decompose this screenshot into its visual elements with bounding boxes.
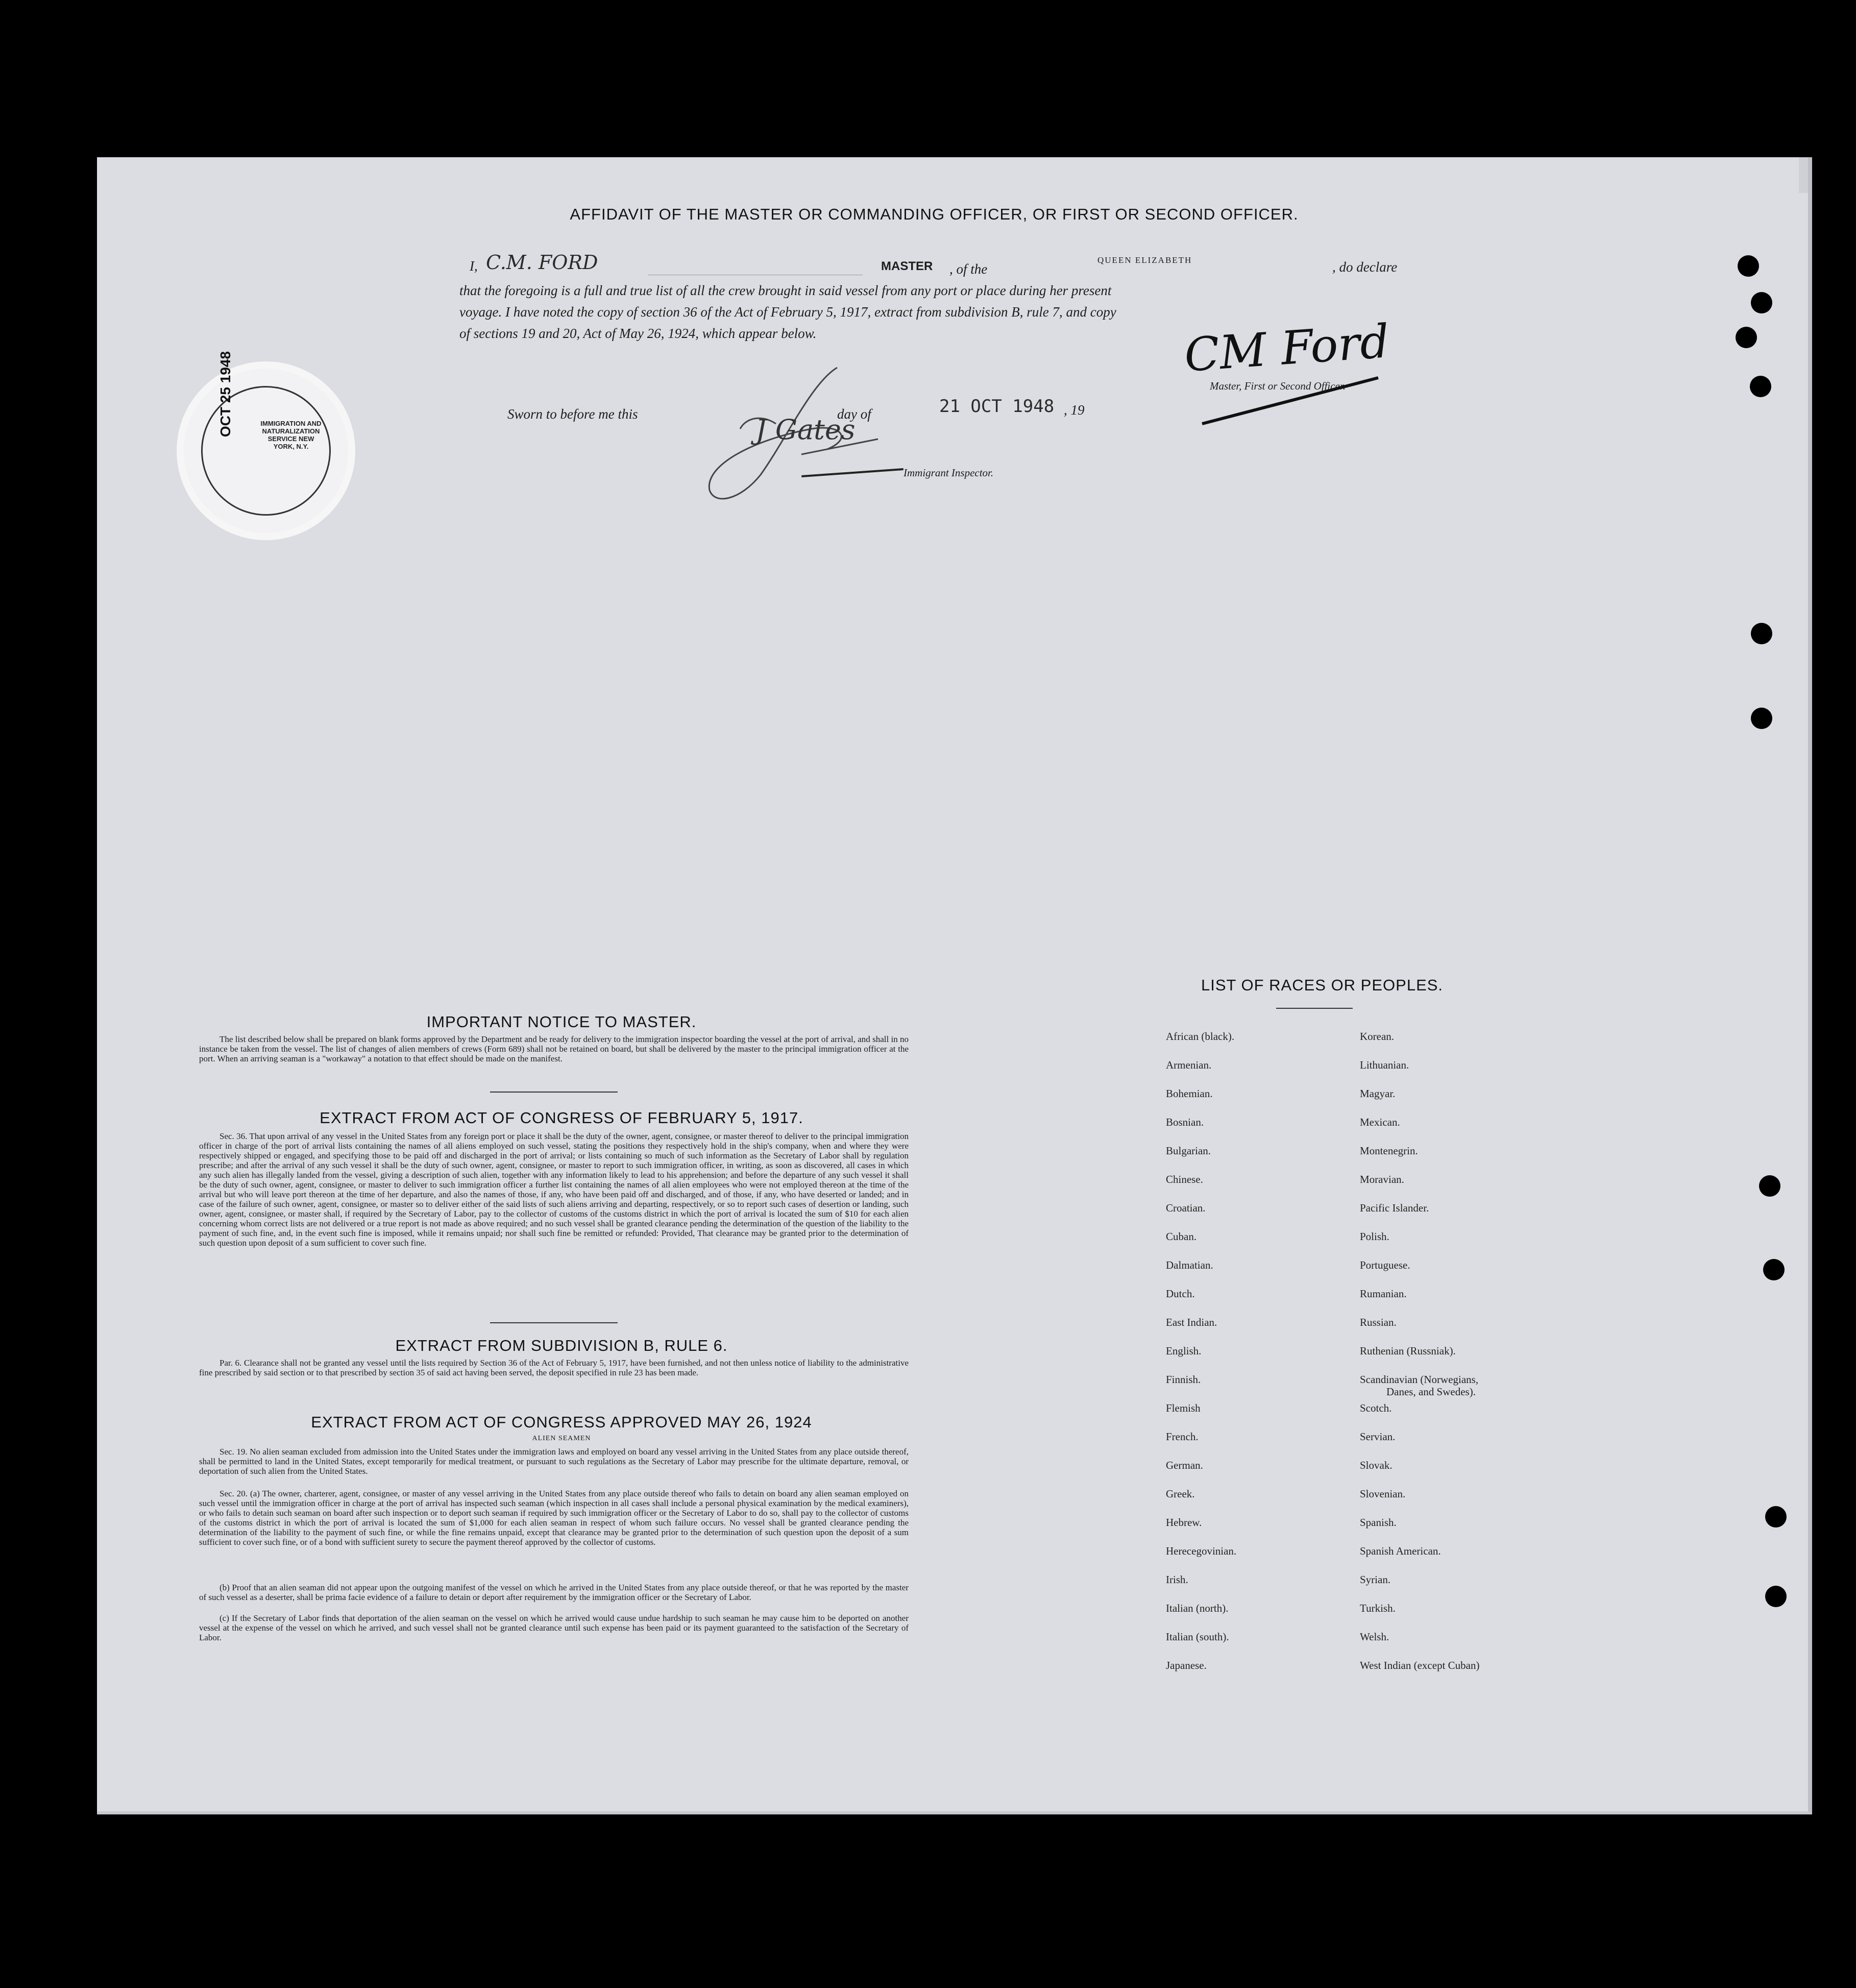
race-item: Dutch. — [1166, 1288, 1195, 1300]
race-item: Servian. — [1360, 1431, 1396, 1443]
extract-1917-title: EXTRACT FROM ACT OF CONGRESS OF FEBRUARY 5, 1917. — [320, 1109, 803, 1127]
punch-hole — [1751, 708, 1772, 729]
race-item: Herecegovinian. — [1166, 1545, 1237, 1557]
master-name: C.M. FORD — [486, 251, 598, 274]
divider — [490, 1322, 618, 1323]
race-item: Croatian. — [1166, 1202, 1206, 1214]
race-item: Chinese. — [1166, 1173, 1203, 1185]
notice-title: IMPORTANT NOTICE TO MASTER. — [426, 1013, 697, 1031]
race-item: East Indian. — [1166, 1316, 1217, 1328]
race-item: English. — [1166, 1345, 1202, 1357]
race-item: Armenian. — [1166, 1059, 1212, 1071]
section-20b-text: (b) Proof that an alien seaman did not appear upon the outgoing manifest of the vessel on which he arrived in the United States from any place outside thereof, or that he was reported by the master of such vessel as a deserter, shall be prima facie evidence of a failure to detain or deport after requirement by the immigration officer or the Secretary of Labor. — [199, 1583, 909, 1602]
stamp-text: IMMIGRATION AND NATURALIZATION SERVICE NEW YORK, N.Y. — [260, 420, 322, 450]
race-item: Polish. — [1360, 1230, 1389, 1243]
punch-hole — [1736, 327, 1757, 348]
affidavit-title: AFFIDAVIT OF THE MASTER OR COMMANDING OFFICER, OR FIRST OR SECOND OFFICER. — [570, 205, 1299, 223]
affidavit-line-4: of sections 19 and 20, Act of May 26, 1924, which appear below. — [459, 326, 817, 341]
race-item: African (black). — [1166, 1030, 1235, 1043]
race-item: Korean. — [1360, 1030, 1395, 1043]
race-item: Magyar. — [1360, 1087, 1396, 1100]
race-item: Scandinavian (Norwegians, — [1360, 1373, 1479, 1386]
race-item: Bohemian. — [1166, 1087, 1213, 1100]
races-title: LIST OF RACES OR PEOPLES. — [1201, 976, 1444, 994]
race-item: Italian (north). — [1166, 1602, 1229, 1614]
race-item: Bulgarian. — [1166, 1145, 1211, 1157]
race-item: Turkish. — [1360, 1602, 1396, 1614]
section-20c-text: (c) If the Secretary of Labor finds that deportation of the alien seaman on the vessel on which he arrived would cause undue hardship to such seaman he may cause him to be deported on another vessel at the expense of the vessel on which he arrived, and such vessel shall not be granted clearance until such expense has been paid or its payment guaranteed to the satisfaction of the Secretary of Labor. — [199, 1613, 909, 1642]
race-item: Montenegrin. — [1360, 1145, 1418, 1157]
punch-hole — [1759, 1175, 1780, 1197]
race-item: Slovenian. — [1360, 1488, 1406, 1500]
race-item: Welsh. — [1360, 1631, 1389, 1643]
race-item: French. — [1166, 1431, 1199, 1443]
day-of-text: day of — [837, 406, 871, 422]
race-item: Pacific Islander. — [1360, 1202, 1429, 1214]
race-item: Irish. — [1166, 1573, 1188, 1586]
notice-body: The list described below shall be prepared on blank forms approved by the Department and be ready for delivery to the immigration inspector boarding the vessel at the port of arrival, and shall in no instance be taken from the vessel. The list of changes of alien members of crews (Form 689) shall not be retained on board, but shall be delivered by the master to the principal immigration officer at the port. When an arriving seaman is a "workaway" a notation to that effect should be made on the manifest. — [199, 1034, 909, 1063]
punch-hole — [1763, 1259, 1785, 1280]
race-item: Moravian. — [1360, 1173, 1404, 1185]
race-item: Rumanian. — [1360, 1288, 1407, 1300]
divider — [1276, 1008, 1353, 1009]
race-item: Spanish. — [1360, 1516, 1397, 1529]
race-item: Bosnian. — [1166, 1116, 1204, 1128]
punch-hole — [1765, 1586, 1787, 1607]
race-item: Mexican. — [1360, 1116, 1400, 1128]
punch-hole — [1765, 1506, 1787, 1528]
race-item-continuation: Danes, and Swedes). — [1386, 1386, 1476, 1398]
race-item: Japanese. — [1166, 1659, 1207, 1671]
race-item: Finnish. — [1166, 1373, 1201, 1386]
race-item: Spanish American. — [1360, 1545, 1441, 1557]
inspector-caption: Immigrant Inspector. — [903, 467, 994, 479]
punch-hole — [1751, 292, 1772, 313]
of-the-text: , of the — [949, 261, 988, 277]
race-item: Lithuanian. — [1360, 1059, 1409, 1071]
punch-hole — [1738, 255, 1759, 277]
race-item: German. — [1166, 1459, 1203, 1471]
affidavit-line-2: that the foregoing is a full and true list of all the crew brought in said vessel from any port or place during her present — [459, 283, 1112, 298]
sworn-date-stamp: 21 OCT 1948 — [939, 396, 1055, 417]
extract-1924-subtitle: ALIEN SEAMEN — [532, 1435, 591, 1442]
master-label: MASTER — [881, 259, 933, 273]
vessel-name: QUEEN ELIZABETH — [1097, 255, 1192, 265]
inspector-signature: J Gates — [755, 414, 856, 446]
officer-signature: CM Ford — [1182, 314, 1391, 382]
extract-rule6-body: Par. 6. Clearance shall not be granted any vessel until the lists required by Section 36 of the Act of February 5, 1917, have been furnished, and not then unless notice of liability to the administrative fine prescribed by said section or to that prescribed by section 35 of said act having been served, the deposit specified in rule 23 has been made. — [199, 1358, 909, 1377]
immigration-stamp — [177, 351, 355, 540]
race-item: Portuguese. — [1360, 1259, 1410, 1271]
race-item: Syrian. — [1360, 1573, 1391, 1586]
race-item: Ruthenian (Russniak). — [1360, 1345, 1456, 1357]
race-item: Flemish — [1166, 1402, 1201, 1414]
extract-1917-body: Sec. 36. That upon arrival of any vessel in the United States from any foreign port or place it shall be the duty of the owner, agent, consignee, or master thereof to deliver to the principal immigration officer in charge of the port of arrival lists containing the names of all aliens employed on such vessel, stating the positions they respectively hold in the ship's company, when and where they were respectively shipped or engaged, and specifying those to be paid off and discharged in the port of arrival; or lists containing so much of such information as the Secretary of Labor shall by regulation prescribe; and after the arrival of any such vessel it shall be the duty of such owner, agent, consignee, or master to report to such immigration officer, in writing, as soon as discovered, all cases in which any such alien has illegally landed from the vessel, giving a description of such alien, together with any information likely to lead to his apprehension; and before the departure of any such vessel it shall be the duty of such owner, agent, consignee, or master to deliver to such immigration officer a further list containing the names of all alien employees who were not employed thereon at the time of the arrival but who will leave port thereon at the time of her departure, and also the names of those, if any, who have been paid off and discharged, and of those, if any, who have deserted or landed; and in case of the failure of such owner, agent, consignee, or master so to deliver either of the said lists of such aliens arriving and departing, respectively, or so to report such cases of desertion or landing, such owner, agent, consignee, or master shall, if required by the Secretary of Labor, pay to the collector of customs of the customs district in which the port of arrival is located the sum of $10 for each alien concerning whom correct lists are not delivered or a true report is not made as above required; and no such vessel shall be granted clearance pending the determination of the question of the liability to the payment of such fine, and, in the event such fine is imposed, while it remains unpaid; nor shall such fine be remitted or refunded: Provided, That clearance may be granted prior to the determination of such question upon deposit of a sum sufficient to cover such fine. — [199, 1131, 909, 1248]
race-item: West Indian (except Cuban) — [1360, 1659, 1480, 1671]
race-item: Greek. — [1166, 1488, 1195, 1500]
race-item: Scotch. — [1360, 1402, 1392, 1414]
extract-1924-title: EXTRACT FROM ACT OF CONGRESS APPROVED MAY 26, 1924 — [311, 1413, 812, 1431]
year-suffix: , 19 — [1064, 402, 1085, 418]
race-item: Russian. — [1360, 1316, 1397, 1328]
stamp-date: OCT 25 1948 — [217, 351, 233, 438]
sworn-text: Sworn to before me this — [507, 406, 638, 422]
race-item: Dalmatian. — [1166, 1259, 1213, 1271]
page-corner — [1799, 157, 1808, 193]
extract-rule6-title: EXTRACT FROM SUBDIVISION B, RULE 6. — [395, 1337, 728, 1354]
race-item: Slovak. — [1360, 1459, 1393, 1471]
section-19-text: Sec. 19. No alien seaman excluded from admission into the United States under the immigration laws and employed on board any vessel arriving in the United States from any place outside thereof, shall be permitted to land in the United States, except temporarily for medical treatment, or pursuant to such regulations as the Secretary of Labor may prescribe for the ultimate departure, removal, or deportation of such alien from the United States. — [199, 1447, 909, 1476]
do-declare-text: , do declare — [1332, 259, 1398, 275]
divider — [490, 1092, 618, 1093]
affidavit-prefix: I, — [470, 258, 478, 274]
affidavit-line-3: voyage. I have noted the copy of section 36 of the Act of February 5, 1917, extract from subdivision B, rule 7, and copy — [459, 304, 1116, 320]
punch-hole — [1750, 376, 1771, 397]
officer-caption: Master, First or Second Officer. — [1210, 380, 1346, 392]
race-item: Hebrew. — [1166, 1516, 1202, 1529]
punch-hole — [1751, 623, 1772, 644]
race-item: Cuban. — [1166, 1230, 1197, 1243]
section-20a-text: Sec. 20. (a) The owner, charterer, agent, consignee, or master of any vessel arriving in the United States from any place outside thereof who fails to detain on board any alien seaman employed on such vessel until the immigration officer in charge at the port of arrival has inspected such seaman (which inspection in all cases shall include a personal physical examination by the medical examiners), or who fails to detain such seaman on board after such inspection or to deport such seaman if required by such immigration officer or the Secretary of Labor to do so, shall pay to the collector of customs of the customs district in which the port of arrival is located the sum of $1,000 for each alien seaman in respect of whom such failure occurs. No vessel shall be granted clearance pending the determination of the liability to the payment of such fine, or while the fine remains unpaid, except that clearance may be granted prior to the determination of such question upon the deposit of a sum sufficient to cover such fine, or of a bond with sufficient surety to secure the payment thereof approved by the collector of customs. — [199, 1489, 909, 1547]
race-item: Italian (south). — [1166, 1631, 1229, 1643]
